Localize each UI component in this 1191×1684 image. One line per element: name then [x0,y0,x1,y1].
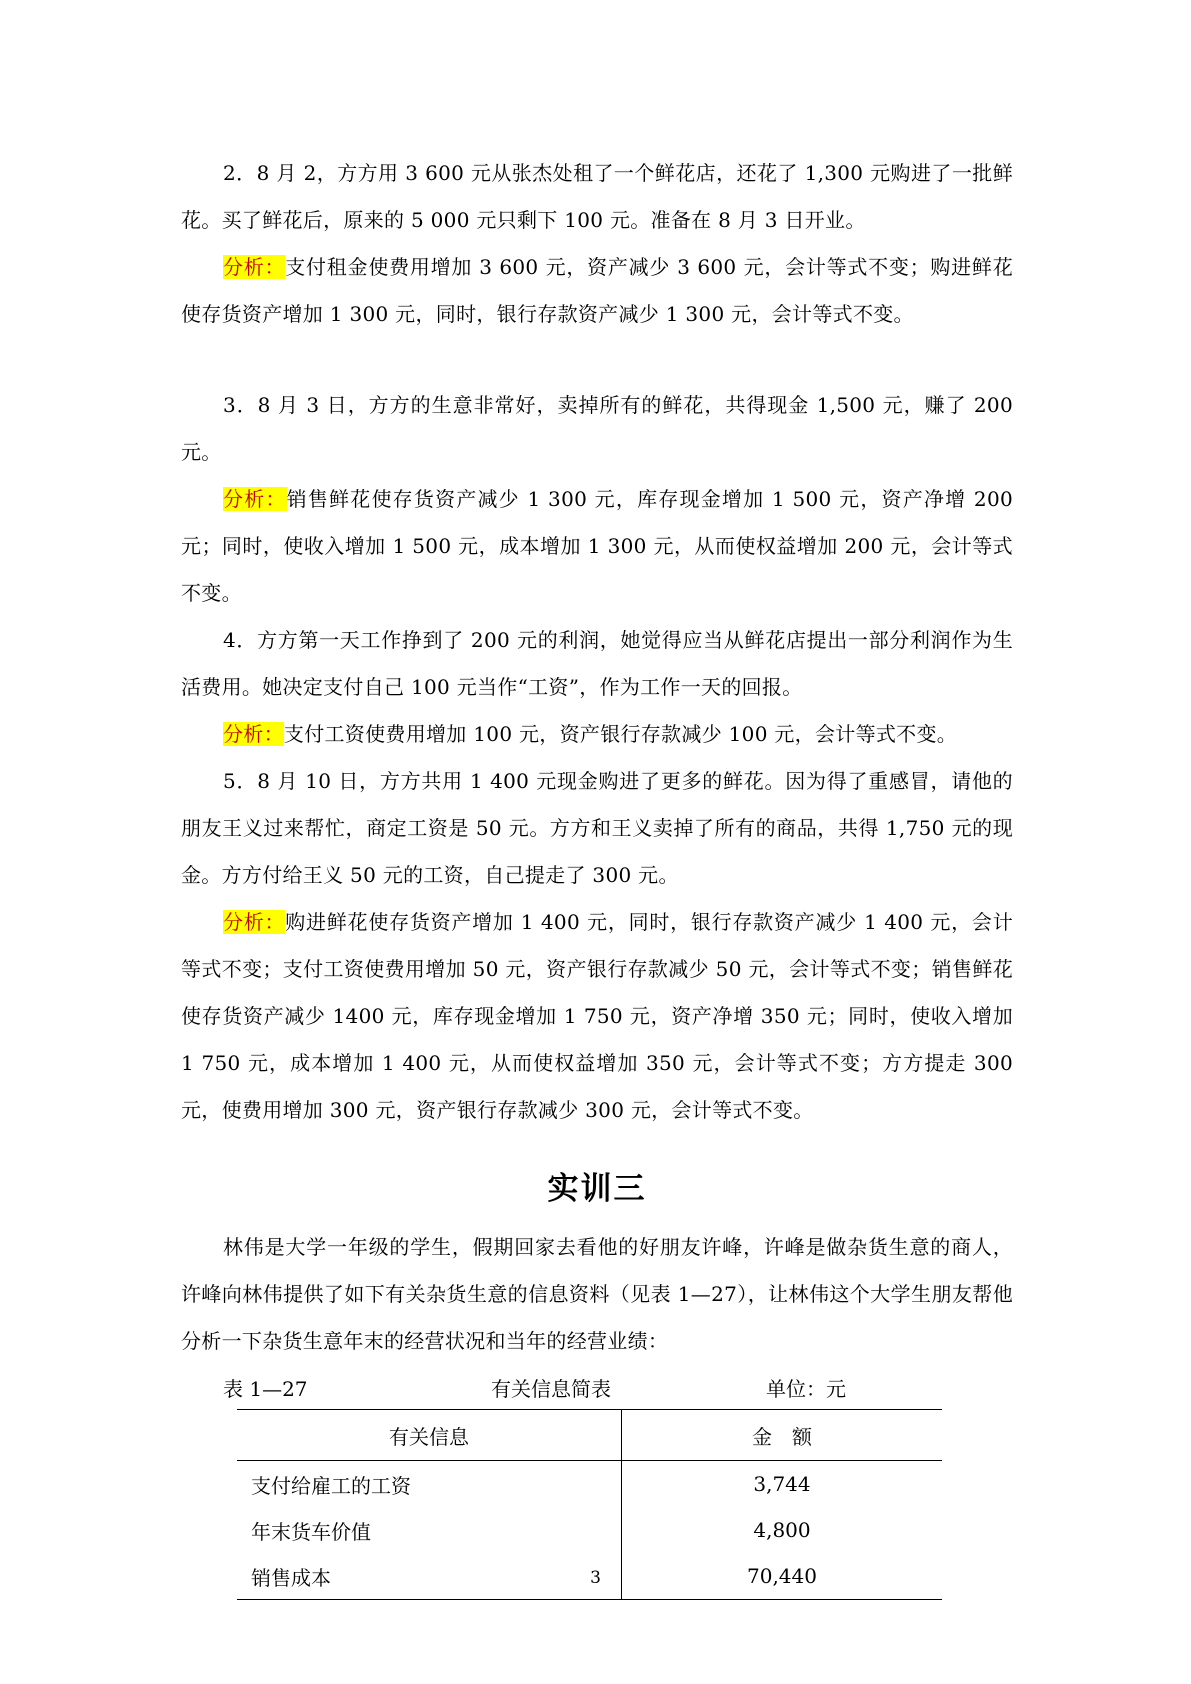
table-cell-amount: 3,744 [753,1472,811,1496]
paragraph-item-2 [181,150,1013,244]
paragraph-item-5 [181,758,1013,899]
table-unit: 单位：元 [766,1377,846,1401]
analysis-item-3 [181,476,1013,617]
analysis-2-text: 支付租金使费用增加 3 600 元，资产减少 3 600 元，会计等式不变；购进鲜花使存货资产增加 1 300 元，同时，银行存款资产减少 1 300 元，会计等式不变。 [181,255,1013,326]
table-cell-amount: 70,440 [622,1553,943,1600]
table-header-info: 有关信息 [237,1410,622,1461]
analysis-item-5 [181,899,1013,1134]
item-3-text: 3．8 月 3 日，方方的生意非常好，卖掉所有的鲜花，共得现金 1,500 元，赚了 200 元。 [181,393,1013,464]
table-header-row [237,1410,942,1461]
paragraph-item-3 [181,382,1013,476]
analysis-3-text: 销售鲜花使存货资产减少 1 300 元，库存现金增加 1 500 元，资产净增 200 元；同时，使收入增加 1 500 元，成本增加 1 300 元，从而使权益增加 200 元，会计等式不变。 [181,487,1013,605]
analysis-label: 分析： [223,487,287,511]
table-caption [181,1369,1013,1409]
page-number: 3 [590,1568,601,1588]
page-content [181,150,1013,1600]
table-header-amount: 金 额 [622,1410,943,1461]
section-title: 实训三 [547,1171,647,1207]
table-row [237,1507,942,1553]
analysis-label: 分析： [223,722,284,746]
table-cell-info: 销售成本 [237,1553,622,1600]
item-4-text: 4．方方第一天工作挣到了 200 元的利润，她觉得应当从鲜花店提出一部分利润作为生活费用。她决定支付自己 100 元当作“工资”，作为工作一天的回报。 [181,628,1013,699]
table-number: 表 1—27 [223,1377,308,1401]
table-cell-info: 支付给雇工的工资 [237,1461,622,1508]
table-cell-amount: 4,800 [753,1518,811,1542]
analysis-label: 分析： [223,910,286,934]
paragraph-gap [181,338,1013,382]
item-2-text: 2．8 月 2，方方用 3 600 元从张杰处租了一个鲜花店，还花了 1,300 元购进了一批鲜花。买了鲜花后，原来的 5 000 元只剩下 100 元。准备在 8 月 3 日开业。 [181,161,1013,232]
analysis-4-text: 支付工资使费用增加 100 元，资产银行存款减少 100 元，会计等式不变。 [283,722,958,746]
table-cell-info: 年末货车价值 [237,1507,622,1553]
table-title: 有关信息简表 [491,1377,611,1401]
paragraph-item-4 [181,617,1013,711]
analysis-label: 分析： [223,255,286,279]
analysis-item-4 [181,711,1013,758]
analysis-5-text: 购进鲜花使存货资产增加 1 400 元，同时，银行存款资产减少 1 400 元，会计等式不变；支付工资使费用增加 50 元，资产银行存款减少 50 元，会计等式不变；销售鲜花使存货资产减少 1400 元，库存现金增加 1 750 元，资产净增 350 元；同时，使收入增加 1 750 元，成本增加 1 400 元，从而使权益增加 350 元，会计等式不变；方方提走 300 元，使费用增加 300 元，资产银行存款减少 300 元，会计等式不变。 [181,910,1013,1122]
analysis-item-2 [181,244,1013,338]
table-row [237,1461,942,1508]
section-intro: 林伟是大学一年级的学生，假期回家去看他的好朋友许峰，许峰是做杂货生意的商人，许峰向林伟提供了如下有关杂货生意的信息资料（见表 1—27），让林伟这个大学生朋友帮他分析一下杂货生意年末的经营状况和当年的经营业绩： [181,1235,1013,1353]
item-5-text: 5．8 月 10 日，方方共用 1 400 元现金购进了更多的鲜花。因为得了重感冒，请他的朋友王义过来帮忙，商定工资是 50 元。方方和王义卖掉了所有的商品，共得 1,750 元的现金。方方付给王义 50 元的工资，自己提走了 300 元。 [181,769,1013,887]
